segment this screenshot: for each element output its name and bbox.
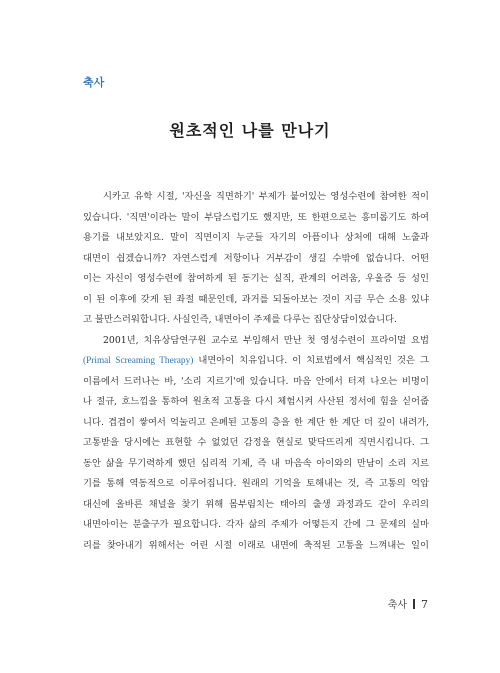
section-label: 축사: [83, 76, 105, 89]
page-title: 원초적인 나를 만나기: [169, 121, 331, 140]
text-line: 시카고 유학 시절, '자신을 직면하기' 부제가 붙어있는 영성수련에 참여한 적이: [103, 191, 429, 202]
text-line: 이름에서 드러나는 바, '소리 지르기'에 있습니다. 마음 안에서 터져 나오는 비명이: [83, 375, 429, 387]
text-line: 고통받을 당시에는 표현할 수 없었던 감정을 현실로 맞닥뜨리게 직면시킵니다. 그: [83, 437, 429, 448]
text-line: 이는 자신이 영성수련에 참여하게 된 동기는 실직, 관계의 어려움, 우울증 등 성인: [83, 273, 429, 284]
text-line: 대신에 올바른 채널을 찾기 위해 몸부림치는 태아의 출생 과정과도 같이 우리의: [83, 498, 429, 510]
text-line: 고 불만스러워합니다. 사실인즉, 내면아이 주제를 다루는 집단상담이었습니다.: [83, 314, 397, 325]
footer-separator: [413, 599, 415, 609]
text-segment: 내면아이 치유입니다. 이 치료법에서 핵심적인 것은 그: [193, 355, 429, 366]
english-term: (Primal Screaming Therapy): [83, 356, 194, 366]
text-line: 나 절규, 흐느낌을 통하여 원초적 고통을 다시 체험시켜 사산된 정서에 힘을 싣어줍: [83, 396, 429, 407]
text-line: 동안 삶을 무기력하게 했던 심리적 기제, 즉 내 마음속 아이와의 만남이 소리 지르: [83, 457, 429, 469]
text-line: 대면이 쉽겠습니까? 자연스럽게 저항이나 거부감이 생길 수밖에 없습니다. 어떤: [83, 252, 429, 264]
page-number: 7: [421, 598, 428, 611]
text-line: [83, 351, 429, 372]
text-line: 2001년, 치유상담연구원 교수로 부임해서 만난 첫 영성수련이 프라이멀 요법: [103, 334, 429, 346]
text-line: 용기를 내보았지요. 말이 직면이지 누군들 자기의 아픔이나 상처에 대해 노출과: [83, 232, 429, 243]
footer-label: 축사: [387, 600, 407, 611]
text-line: 니다. 겹겹이 쌓여서 억눌리고 은폐된 고통의 층을 한 계단 한 계단 더 깊이 내려가,: [83, 416, 429, 428]
text-line: 있습니다. '직면'이라는 말이 부담스럽기도 했지만, 또 한편으로는 흥미롭기도 하여: [83, 211, 429, 223]
body-text: [83, 187, 429, 556]
text-line: 내면아이는 분출구가 필요합니다. 각자 삶의 주제가 어떻든지 간에 그 문제의 실마: [83, 519, 429, 530]
text-line: 기를 통해 역동적으로 이루어집니다. 원래의 기억을 토해내는 것, 즉 고통의 억압: [83, 478, 429, 489]
paragraph-1: [83, 187, 429, 331]
paragraph-2: [83, 331, 429, 557]
text-line: 리를 찾아내기 위해서는 어린 시절 이래로 내면에 축적된 고통을 느껴내는 일이: [83, 539, 429, 551]
page-footer: [388, 596, 428, 611]
text-line: 이 된 이후에 갖게 된 좌절 때문인데, 과거를 되돌아보는 것이 지금 무슨 소용 있냐: [83, 293, 429, 305]
